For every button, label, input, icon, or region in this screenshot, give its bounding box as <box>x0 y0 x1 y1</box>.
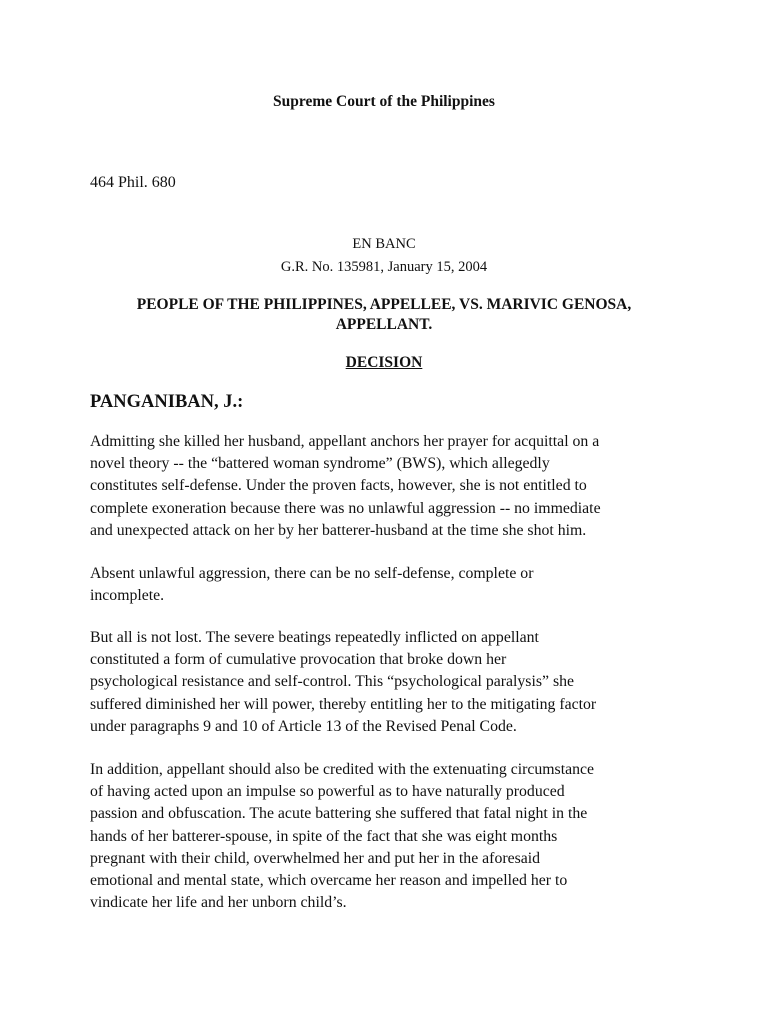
body-paragraph: In addition, appellant should also be credited with the extenuating circumstance of having acted upon an impulse so powerful as to have naturally produced passion and obfuscation. The acute battering she suffered that fatal night in the hands of her batterer-spouse, in spite of the fact that she was eight months pregnant with their child, overwhelmed her and put her in the aforesaid emotional and mental state, which overcame her reason and impelled her to vindicate her life and her unborn child’s. <box>90 761 595 912</box>
body-paragraph: Admitting she killed her husband, appellant anchors her prayer for acquittal on a novel theory -- the “battered woman syndrome” (BWS), which allegedly constitutes self-defense. Under the proven facts, however, she is not entitled to complete exoneration because there was no unlawful aggression -- no immediate and unexpected attack on her by her batterer-husband at the time she shot him. <box>90 433 601 539</box>
body-paragraph: Absent unlawful aggression, there can be no self-defense, complete or incomplete. <box>90 565 534 605</box>
case-parties: PEOPLE OF THE PHILIPPINES, APPELLEE, VS. MARIVIC GENOSA, APPELLANT. <box>136 296 632 333</box>
decision-heading: DECISION <box>345 354 423 371</box>
body-paragraph: But all is not lost. The severe beatings repeatedly inflicted on appellant constituted a form of cumulative provocation that broke down her psychological resistance and self-control. This “psychological paralysis” she suffered diminished her will power, thereby entitling her to the mitigating factor under paragraphs 9 and 10 of Article 13 of the Revised Penal Code. <box>90 629 597 735</box>
case-number: G.R. No. 135981, January 15, 2004 <box>280 259 488 275</box>
division: EN BANC <box>352 236 416 252</box>
court-name: Supreme Court of the Philippines <box>273 93 495 110</box>
ponente: PANGANIBAN, J.: <box>90 392 244 412</box>
citation: 464 Phil. 680 <box>90 174 176 191</box>
